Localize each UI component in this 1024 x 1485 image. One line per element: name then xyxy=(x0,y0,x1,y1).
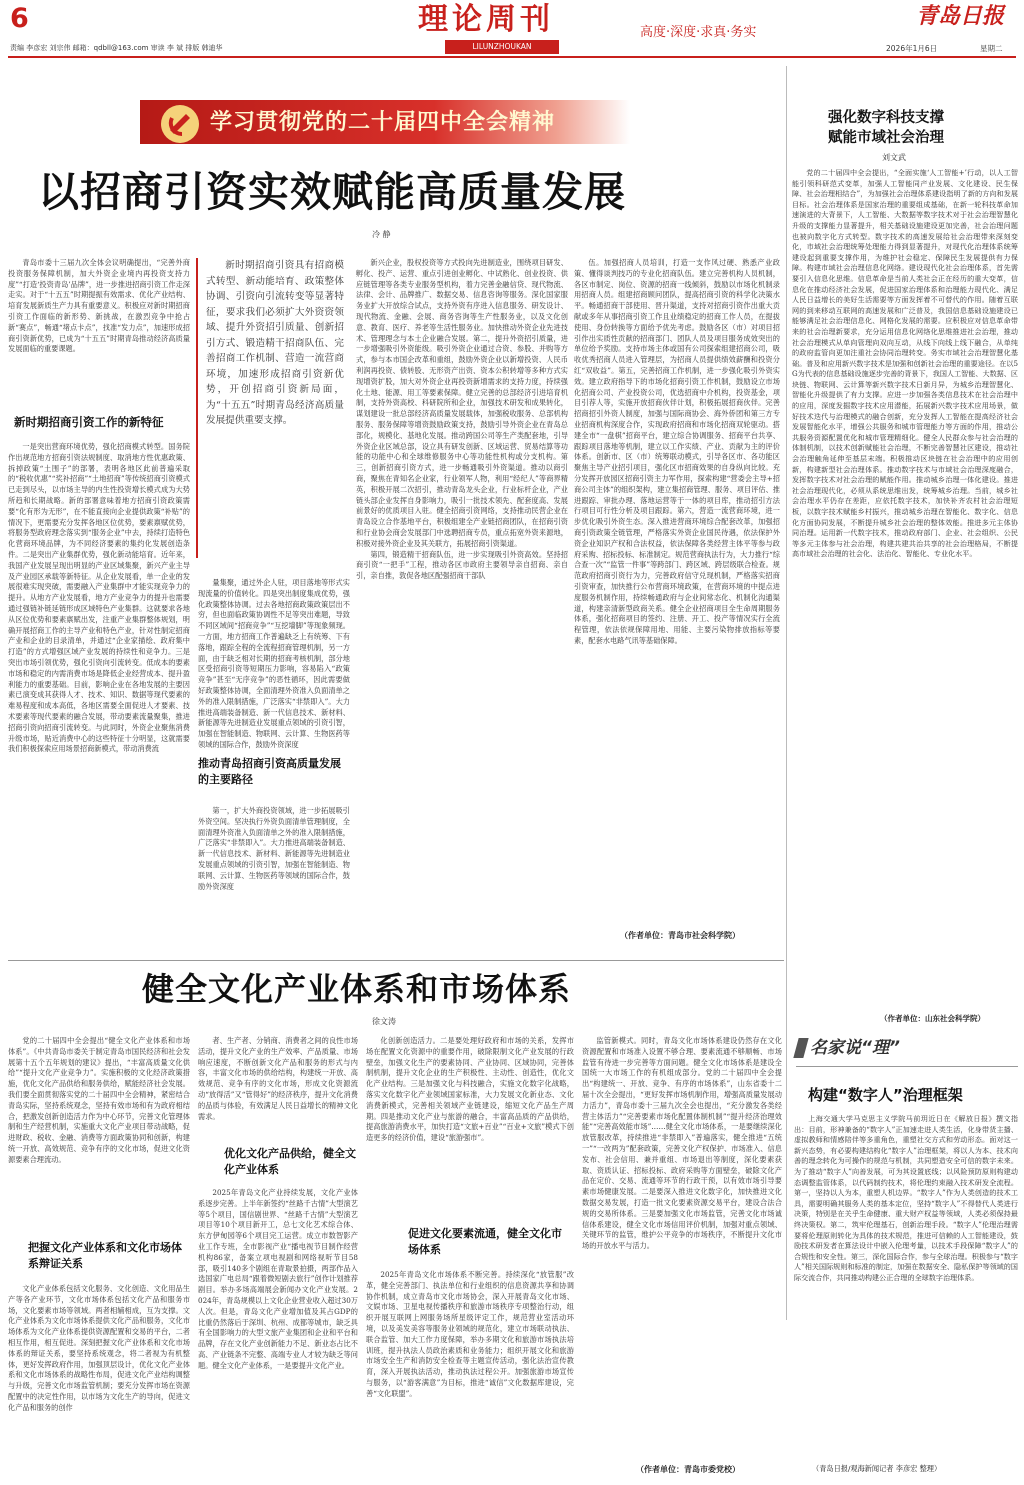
slogan: 高度·深度·求真·务实 xyxy=(640,25,757,40)
article3-subhead-3: 促进文化要素流通，健全文化市场体系 xyxy=(408,1227,562,1256)
article1-subhead-1: 新时期招商引资工作的新特征 xyxy=(14,415,164,429)
column-divider xyxy=(786,66,787,1320)
column-body: 上海交通大学马克思主义学院马前玥近日在《解放日报》撰文指出：目前，形神兼备的“数字人”正加速走进人类生活，化身带货主播、虚拟教师和情感陪伴等多重角色，重塑社交方式和劳动形态。面对这一新兴态势，有必要构建结构化“数字人”治理框架，将以人为本、技术向善的理念转化为可操作的规范与机制，共同塑造安全可信的数字未来。为了推动“数字人”向善发展，可为其设置底线；以风险预防原则构建动态调整监管体系，以代码制约技术，将伦理约束融入技术研发全流程。第一，坚持以人为本，重塑人机边界。“数字人”作为人类创造的技术工具，需要明确其服务人类的基本定位，坚持“数字人”不得替代人类进行决策，特别是在关乎生命健康、重大财产权益等领域，人类必须保持最终决策权。第二，筑牢伦理基石，创新治理手段。“数字人”伦理治理需要将伦理原则转化为具体的技术规范，推进可信赖的人工智能建设，鼓励技术研发者在算法设计中嵌入伦理考量，以技术手段保障“数字人”的合规性和安全性。第三，深化国际合作，参与全球治理。积极参与“数字人”相关国际规则和标准的制定，加强在数据安全、隐私保护等领域的国际交流合作，共同推动构建公正合理的全球数字治理体系。 xyxy=(794,1114,1018,1282)
article2-author: 刘文武 xyxy=(882,153,906,162)
article3-col1b: 文化产业体系包括文化服务、文化创造、文化用品生产等各产业环节，文化市场体系包括文化产品和服务市场，文化要素市场等领域。两者相辅相成，互为支撑。文化产业体系为文化市场体系提供文化产品和服务，文化市场体系为文化产业体系提供资源配置和交易的平台，二者相互作用，相互促进。深刻把握文化产业体系和文化市场体系的辩证关系，要坚持系统观念，将二者视为有机整体，更好发挥政府作用，加强顶层设计，优化文化产业体系和文化市场体系的战略性布局，促进文化产业结构调整与升级，完善文化市场监管机制；要充分发挥市场在资源配置中的决定性作用，以市场为文化生产的导向，促进文化产品和服务的创作 xyxy=(8,1284,190,1412)
article1-col3: 新兴企业，股权投资等方式投向先进制造业，围绕项目研发、孵化、投产、运营、重点引进创业孵化、中试熟化、创业投资、供应链管理等各类专业服务型机构，着力完善金融信贷、现代物流、法律、会计、品牌推广、数据交易、信息咨询等服务。深化国家服务业扩大开放综合试点，支持外资有序进入信息服务、研发设计、现代物流、金融、会展、商务咨询等生产性服务业，以及文化创意、教育、医疗、养老等生活性服务业。加快推动外资企业先进技术、管理理念与本土企业融合发展。第二，提升外资招引质量，进一步增强吸引外资能级。吸引外资企业通过合资、参股、并购等方式，参与本市国企改革和重组，鼓励外资企业以新增投资、人民币利润再投资、债转股、无形资产出资、资本公积转增等多种方式实现增资扩股，加大对外资企业再投资新增需求的支持力度，持续强化土地、能源、用工等要素保障。健立完善的总部经济引进培育机制，支持外资高校、科研院所和企业，加强技术研发和成果转化，谋划建设一批总部经济高质量发展载体，加强税收服务、总部机构服务、服务保障等增资鼓励政策支持，鼓励引导外资企业在青岛总部化，规模化、基地化发展。推动跨国公司等生产类配套地，引导外资企业区域总部，设立具有研发创新、区域运营、贸易结算等功能的功能中心和全球维修服务中心等功能性机构或分支机构。第三，创新招商引资方式，进一步畅通吸引外资渠道。推动以商引商，聚焦在青知名企业家，行业领军人物，利用“经纪人”等商界精英，积极开展二次招引，推动青岛龙头企业，行业标杆企业，产业链头部企业发挥自身影响力，吸引一批技术领先、配套度高、发展前景好的优质项目入驻。健全招商引资网络，支持推动民营企业在青岛设立合作基地平台，积极组建全产业链招商团队，在招商引资和行业协会商会发展部门中选聘招商专员，重点拓宽外资来源地，积极对接外资企业及其关联方，拓展招商引资渠道。 第四，锻造精干招商队伍，进一步实现吸引外资高效。坚持招商引资“一把手”工程，推动各区市政府主要领导亲自招商、亲自引，亲自推，敦促各地区配强招商干部队 xyxy=(356,258,568,581)
column-credit: （青岛日报/观海新闻记者 李彦宏 整理） xyxy=(812,1464,942,1473)
article2-body: 党的二十届四中全会提出，“全面实施‘人工智能+’行动，以人工智能引领科研范式变革，加强人工智能同产业发展、文化建设、民生保障、社会治理相结合”，为加强社会治理体系建设指明了新的方向和发展目标。社会治理体系是国家治理的重要组成基础，在新一轮科技革命加速演进的大背景下，人工智能、大数据等数字技术对于社会治理智慧化升级的支撑能力显著提升，相关基础设施建设更加完善，社会治理问题也被向数字化方式转型。数字技术的高速发展给社会治理带来深刻变化，市域社会治理统筹处理能力得到显著提升，对现代化治理体系统筹建设起到重要支撑作用，为维护社会稳定、保障民生发展提供有力保障。构建市域社会治理信息化网络。建设现代化社会治理体系，首先需要引入信息化思维。信息革命是当前人类社会正在经历的重大变革，信息化在推动经济社会发展，促进国家治理体系和治理能力现代化、满足人民日益增长的美好生活需要等方面发挥着不可替代的作用。随着互联网的到来移动互联网的高速发展和广泛普及，我国信息基础设施建设已能够满足社会治理信息化、网格化发展的需要。应积极应对信息革命带来的社会治理新要求，充分运用信息化网络化思维推进社会治理，推动社会治理模式从单向管理向双向互动，从线下向线上线下融合，从单纯的政府监管向更加注重社会协同治理转变。务实市域社会治理智慧化基础。普及和应用新兴数字技术是加强和创新社会治理的重要途径。在以5G为代表的信息基础设施逐步完善的背景下，我国人工智能、大数据、区块链、物联网、云计算等新兴数字技术日新月异，为城乡治理智慧化、智能化升级提供了有力支撑。应进一步加强各类信息技术在社会治理中的应用，深度发掘数字技术应用潜能，拓展新兴数字技术应用场景，做好技术迭代与治理模式的融合创新，充分发挥人工智能在提高经济社会发展智能化水平，增强公共服务和城市管理能力等方面的作用，推动公共服务资源配置优化和城市管理精细化。健全人民群众参与社会治理的体制机制，以技术创新赋能社会治理，不断完善智慧社区建设，推动社会治理触角延伸至基层末端。积极推动区块链在社会治理中的应用创新，构建新型社会治理体系。推动数字技术与市域社会治理深度融合，发挥数字技术对社会治理的赋能作用。推动城乡治理一体化建设。推进社会治理现代化，必须从系统思维出发，统筹城乡治理。当前，城乡社会治理水平仍存在差距，应依托数字技术，加快补齐农村社会治理短板，以数字技术赋能乡村振兴，推动城乡治理在智能化、数字化、信息化方面协同发展，不断提升城乡社会治理的整体效能。推进多元主体协同治理。运用新一代数字技术，推动政府部门、企业、社会组织、公民等多元主体参与社会治理，构建共建共治共享的社会治理格局，不断提高市域社会治理的社会化、法治化、智能化、专业化水平。 xyxy=(792,168,1018,559)
article1-col4: 伍。加强招商人员培训，打造一支作风过硬、熟悉产业政策、懂得谈判技巧的专业化招商队伍。建立完善机构人员机制，各区市制定、岗位、资源的招商一线倾斜，鼓励以市场化机制录用招商人员。组建招商顾问团队，提高招商引资的科学化决策水平。畅通招商干部使用、晋升渠道，支持对招商引资作出重大贡献或多年从事招商引资工作且业绩稳定的招商工作人员，在提拔使用、身份转换等方面给予优先考虑。鼓励各区（市）对项目招引作出实质性贡献的招商部门、团队人员及项目服务成效突出的单位给予奖励。支持市场主体或国有公司探索组建招商公司，吸收优秀招商人员进入管理层，为招商人员提供绩效薪酬和投资分红“双收益”。第五，完善招商工作机制，进一步强化吸引外资实效。建立政府指导下的市场化招商引资工作机制，鼓励设立市场化招商公司、产业投资公司，优选招商中介机构，投资基金，项目引荐人等，实施开放招商伙伴计划，积极拓展招商伙伴。完善招商招引外资人制度，加强与国际商协会、海外侨团和第三方专业招商机构深度合作，实现政府招商和市场化招商双轮驱动。搭建全市“一盘棋”招商平台，建立综合协调服务、招商平台共享、跟踪项目落地等机制，建立以工作实绩、产业、贡献为主的评价体系。创新市、区（市）统筹联动模式，引导各区市、各功能区聚焦主导产业招引项目，强化区市招商效果的自身纵向比较。充分发挥开放园区招商引资主力军作用，探索构建“营委会主导+招商公司主体”的组织架构，建立集招商管理、服务、项目评估、推进跟踪、审批办理、落地运营等于一体的项目库，推动招引方法行项目可行性分析及项目跟踪。第六，营造一流营商环境，进一步优化吸引外资生态。深入推进营商环境综合配套改革，加强招商引资政策全链管理，严格落实外资企业国民待遇，依法保护外资企业知识产权和合法权益，依法保障各类经营主体平等参与政府采购、招标投标、标准制定。规范营商执法行为，大力推行“综合查一次”“监管一件事”等跨部门、跨区域、跨层级联合检查。规范政府招商引资行为力，完善政府信守兑现机制，严格落实招商引资审查，加快推行公布营商环境政策，在营商环境的中提点进度服务机制作用，持续畅通政府与企业间常态化、机制化沟通渠道，构建亲清新型政商关系。健全企业招商项目全生命周期服务体系，强化招商项目的签约、注册、开工、投产等情况实行全流程管理，依法依规保障用地、用能、主要污染物排放指标等要素，配套水电路气讯等基础保障。 xyxy=(574,258,780,645)
article1-affiliation: （作者单位：青岛市社会科学院） xyxy=(620,931,740,940)
newspaper-logo: 青岛日报 xyxy=(916,3,1005,29)
article3-affiliation: （作者单位：青岛市委党校） xyxy=(636,1465,740,1474)
section-title: 理论周刊 xyxy=(418,2,554,37)
page-number: 6 xyxy=(10,3,29,34)
article1-subhead-2: 推动青岛招商引资高质量发展的主要路径 xyxy=(198,757,341,786)
article2-affiliation: （作者单位：山东社会科学院） xyxy=(880,1014,985,1023)
pull-quote-box xyxy=(196,258,346,558)
column-tag-icon xyxy=(793,1038,808,1058)
article3-col4: 监管新模式。同时，青岛文化市场体系建设仍然存在文化资源配置和市场准入设置不够合理、要素流通不够顺畅、市场监管有待进一步完善等方面问题。健全文化市场体系是建设全国统一大市场工作的有机组成部分。党的二十届四中全会提出“构建统一、开放、竞争、有序的市场体系”，山东省委十二届十次全会提出，“更好发挥市场机制作用，增强高质量发展动力活力”，青岛市委十三届九次全会也提出，“充分激发各类经营主体活力”“完善要素市场化配置体制机制”“提升经济治理效能”“完善高效能市场”……健全文化市场体系，一是要继续深化放管服改革，持续推进“非禁即入”普遍落实，健全推进“五统一”“一改两为”配套政策，完善文化产权保护、市场准入、信息发布、社会信用、兼并重组、市场退出等制度，深化要素获取、资质认证、招标投标、政府采购等方面壁垒，破除文化产品在定价、交易、流通等环节的行政干预，以有效市场引导要素市场健康发展。二是要深入推进文化数字化，加快推进文化数据交易发展，打造一批文化要素资源交易平台，建设合法合规的交易所体系。三是要加强文化市场监管，完善文化市场诚信体系建设，健全文化市场信用评价机制，加强对重点领域、关键环节的监管，维护公平竞争的市场秩序，不断提升文化市场的开放水平与活力。 xyxy=(582,1036,782,1251)
expert-column-label: 名家说“理” xyxy=(810,1038,900,1058)
article1-col2b: 第一，扩大外商投资领域，进一步拓展吸引外资空间。坚决执行外资负面清单管理制度，全面清理外资准入负面清单之外的准入限制措施，广泛落实“非禁即入”。大力推进高端装备制造、新一代信息技术、新材料、新能源等先进制造业发展重点领域的引资引智，加强在智能制造、物联网、云计算、生物医药等领域的国际合作，鼓励外资深度 xyxy=(198,806,350,891)
issue-weekday: 星期二 xyxy=(980,44,1003,53)
party-emblem-icon xyxy=(160,104,200,144)
article3-col2b: 2025年青岛文化产业持续发展，文化产业体系逐步完善。上半年新签约“丝路千古情”大型演艺等5个项目，国信剧世界、“丝路千古情”大型演艺项目等10个项目新开工，总七文化艺术综合体、东方伊甸园等6个项目完工运营。成立市数智影产业工作专班，全市影视产业“播电视节目制作经营机构86家，备案立项电视剧和网络视听节目58部，吸引140多个剧组在青取景拍摄，两部作品入选国家广电总局“跟着微短剧去旅行”创作计划推荐剧目。举办多场高端展会新闻办文化产业发展。2024年，青岛规模以上文化企业营业收入超过30万人次。但是，青岛文化产业增加值及其占GDP的比重仍然落后于深圳、杭州、成都等城市，缺乏具有全国影响力的大型文旅产业集团和企业和平台和品牌，存在文化产业创新能力不足、新业态占比不高、产业链条不完整、高端专业人才较为缺乏等问题。健全文化产业体系，一是要提升文化产业。 xyxy=(198,1188,358,1370)
pull-quote: 新时期招商引资具有招商模式转型、新动能培育、政策整体协调、引资向引流转变等显著特征，要求我们必须扩大外资资领域、提升外资招引质量、创新招引方式、锻造精干招商队伍、完善招商工作机制、营造一流营商环境，加速形成招商引资新优势，开创招商引资新局面，为“十五五”时期青岛经济高质量发展提供重要支撑。 xyxy=(206,260,344,426)
article3-col1: 党的二十届四中全会提出“健全文化产业体系和市场体系”。《中共青岛市委关于制定青岛市国民经济和社会发展第十五个五年规划的建议》提出，“丰富高质量文化供给”“提升文化产业竞争力”。实施积极的文化经济政策措施，优化文化产品供给和服务供给，赋能经济社会发展。我们要全面贯彻落实党的二十届四中全会精神，紧密结合青岛实际，坚持系统观念，坚持有效市场和有为政府相结合，把激发创新创造活力作为中心环节，完善文化管理体制和生产经营机制，实施重大文化产业项目带动战略，促进财政、税收、金融、消费等方面政策协同和创新，构建统一开放、高效规范、竞争有序的文化市场，促进文化资源要素合理流动。 xyxy=(8,1036,190,1164)
article3-col2: 者、生产者、分销商、消费者之间的良性市场活动，提升文化产业的生产效率、产品质量、市场响应速度，不断创新文化产品和服务的形式与内容，丰富文化市场的供给结构，构建统一开放、高效规范、竞争有序的文化市场，形成文化资源流动“放得活”又“管得好”的经济秩序，提升文化消费的品质与体验，有效满足人民日益增长的精神文化需求。 xyxy=(198,1036,358,1121)
article2-title-line2: 赋能市域社会治理 xyxy=(828,130,944,146)
issue-date: 2026年1月6日 xyxy=(886,44,938,53)
article3-author: 徐文涛 xyxy=(372,1017,396,1026)
article3-col3b: 2025年青岛文化市场体系不断完善。持续深化“放管服”改革，健全完善部门、执法单位和行业组织的信息资源共享和协调协作机制，成立青岛市文化市场协会，深入开展青岛文化市场、文娱市场、卫星电视传播秩序和旅游市场秩序专项整治行动，组织开展互联网上网服务场所星级评定工作，规范营业室活动环境，以及美发美容等服务业领域的规范化，建立市场联动执法、联合监管、加大工作力度保障，举办多期文化和旅游市场执法培训班，提升执法人员政治素质和业务能力；组织开展文化和旅游市场安全生产和消防安全检查等主题宣传活动，强化法治宣传教育，深入开展执法活动，推动执法过程公开。加强旅游市场宣传与服务，以“游客满意”为目标，推进“诚信”文化数据库建设，完善“文化联盟”。 xyxy=(366,1270,574,1398)
article3-subhead-2: 优化文化产品供给，健全文化产业体系 xyxy=(224,1147,356,1176)
article3-col3: 化创新创造活力。二是要处理好政府和市场的关系，发挥市场在配置文化资源中的重要作用，破除限制文化产业发展的行政壁垒，加强文化生产的要素协同、产业协同、区域协同，完善体制机制，提升文化企业的生产积极性、主动性、创造性，优化文化产业结构。三是加强文化与科技融合，实施文化数字化战略，落实文化数字化产业领域国家标准，大力发展文化新业态、文化消费新模式，完善相关领域产业链建设，缩短文化产品生产周期。四是推动文化产业与旅游的融合，丰富高品质的产品供给，提高旅游消费水平，加快打造“文旅+百业”“百业+文旅”模式下创造更多的经济价值，建设“旅游强市”。 xyxy=(366,1036,574,1143)
section-pinyin: LILUNZHOUKAN xyxy=(472,42,532,51)
column-title: 构建“数字人”治理框架 xyxy=(808,1086,963,1104)
banner-text: 学习贯彻党的二十届四中全会精神 xyxy=(210,110,556,135)
article2-title-line1: 强化数字科技支撑 xyxy=(828,110,944,126)
article1-title: 以招商引资实效赋能高质量发展 xyxy=(38,168,626,216)
article1-author: 冷 静 xyxy=(372,230,391,239)
article1-intro: 青岛市委十三届九次全体会议明确提出，“完善外商投资服务保障机制，加大外资企业境内再投资支持力度”“打造‘投资青岛’品牌”，进一步推进招商引资工作走深走实。对于“十五五”时期提振有效需求、优化产业结构、培育发展新质生产力具有重要意义。积极应对新时期招商引资工作面临的新形势、新挑战，在激烈竞争中抢占新“赛点”，畅通“堵点卡点”，找准“发力点”，加速形成招商引资新优势，已成为“十五五”时期青岛推动经济高质量发展面临的重要课题。 xyxy=(8,258,190,354)
article1-col1: 一是突出营商环境优势，强化招商模式转型。国务院作出规范地方招商引资法规制度、取消地方性优惠政策、拆掉政策“土围子”的部署，表明各地区此前普遍采取的“税收优惠”“奖补招商”“土地招商”等传统招商引资模式已走到尽头，以市场主导的内生性投资增长模式成为大势所趋和长期战略。新的部署意味着地方招商引资政策需要“化有形为无形”，在不能直接向企业提供政策“补贴”的情况下，更需要充分发挥各地区位优势，要素禀赋优势，将服务型政府理念落实到“服务企业”中去，持续打造特色化营商环境品牌，为不同经济要素的集约化发展创造条件。二是突出产业集群优势，强化新动能培育。近年来，我国产业发展呈现出明显的产业区域集聚，新兴产业主导及产业园区承载等新特征。从企业发展看，单一企业的发展很难实现突破，需要融入产业集群中才能实现竞争力的提升。从地方产业发展看，地方产业竞争力的提升也需要通过强链补链延链形成区域特色产业集群。这就要求各地从区位优势和要素禀赋出发，注重产业集群整体规划，明确开展招商工作的主导产业和特色产业，针对性制定招商产业和企业的目录清单，并通过“企业家描绘、政府集中打造”的方式增强区域产业发展的持续性和竞争力。三是突出市场引领优势，强化引资向引流转变。低成本的要素市场和稳定的内需消费市场是降低企业经营成本、提升盈利能力的重要基础。目前，影响企业在各地发展的主要因素已演变成其获得人才、技术、知识、数据等现代要素的难易程度和成本高低，各地区需要全面促进人才要素、技术要素等现代要素的融合发展，带动要素流量聚集，推进招商引资向招商引流转变。与此同时，外资企业聚焦消费升级市场，贴近消费中心的这些特征十分明显，这就需要我们积极探索应用场景招商新模式，带动消费流 xyxy=(8,442,190,754)
article1-col2: 量集聚，通过外企人驻，项目落地等形式实现流量的价值转化。四是突出制度集成优势，强化政策整体协调。过去各地招商政策政策层出不穷，但也面临政策协调性不足等突出难题，导致不同区域间“招商竞争”“互挖墙脚”等现象频现。一方面，地方招商工作普遍缺乏上有统筹、下有落地，跟踪全程的全流程招商管理机制，另一方面，由于缺乏相对长期的招商考核机制，部分地区受招商引资等短期压力影响，容易陷入“政策竞争”甚至“无序竞争”的恶性循环，因此需要做好政策整体协调，全面清理外资准入负面清单之外的准入限制措施，广泛落实“非禁即入”。大力推进高端装备制造、新一代信息技术、新材料、新能源等先进制造业发展重点领域的引资引智，加强在智能制造、物联网、云计算、生物医药等领域的国际合作，鼓励外资深度 xyxy=(198,578,350,749)
header-rule xyxy=(8,56,1016,58)
column-rule xyxy=(796,1066,1018,1067)
article3-subhead-1: 把握文化产业体系和文化市场体系辩证关系 xyxy=(28,1241,182,1270)
article3-title: 健全文化产业体系和市场体系 xyxy=(142,970,572,1008)
expert-column-label-box xyxy=(796,1034,906,1062)
editor-line: 责编 李彦宏 刘宗伟 邮箱：qdbll@163.com 审读 李 斌 排版 韩迪华 xyxy=(10,44,223,52)
mid-rule xyxy=(8,960,784,961)
